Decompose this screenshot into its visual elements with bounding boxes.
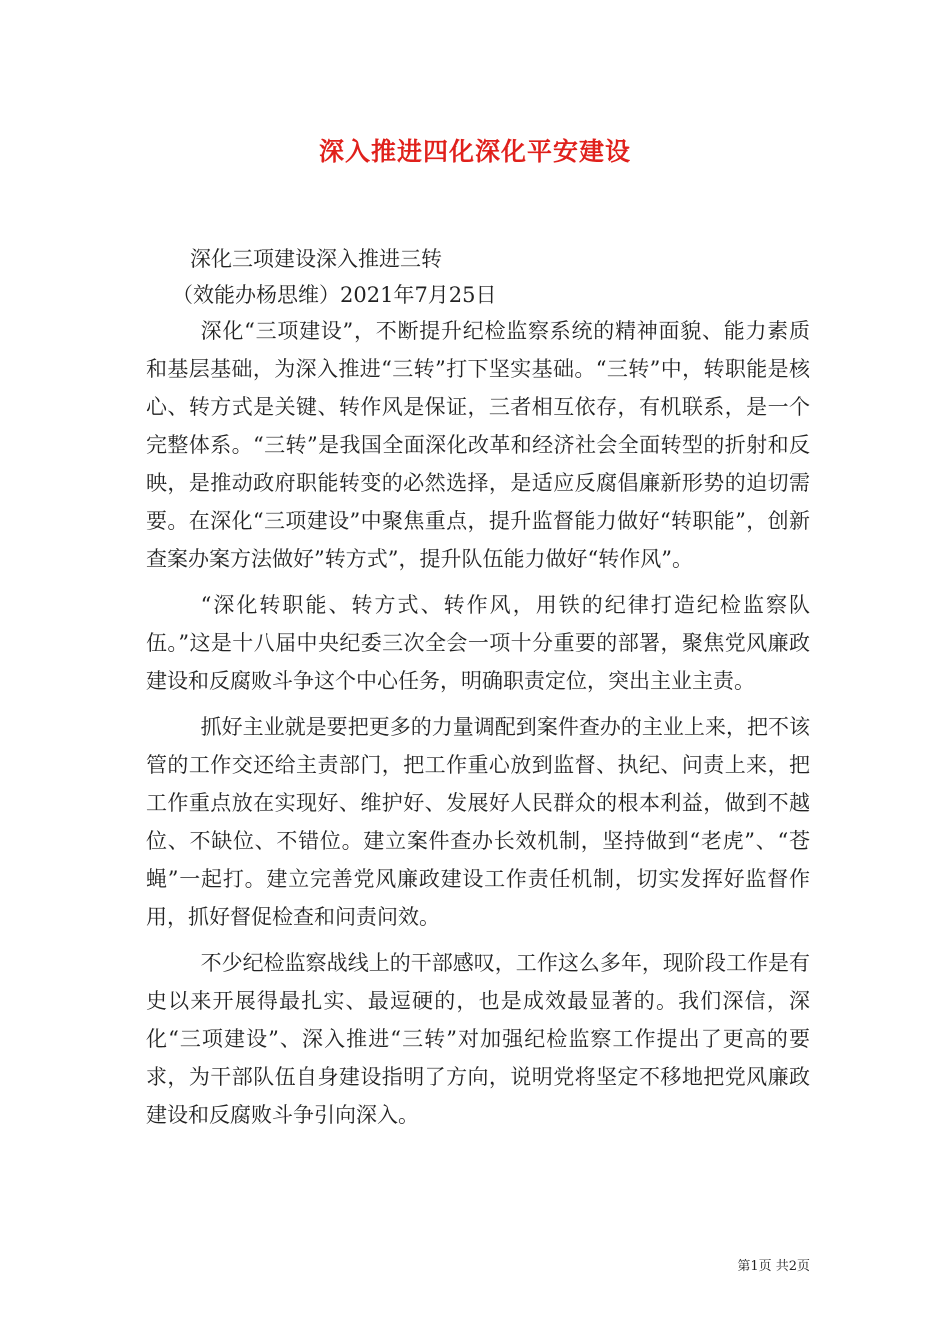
document-body (146, 312, 810, 1142)
document-subtitle: 深化三项建设深入推进三转 (190, 247, 442, 271)
document-byline: （效能办杨思维）2021年7月25日 (172, 283, 497, 307)
paragraph: 深化“三项建设”，不断提升纪检监察系统的精神面貌、能力素质和基层基础，为深入推进“三转”打下坚实基础。“三转”中，转职能是核心、转方式是关键、转作风是保证，三者相互依存，有机联系，是一个完整体系。“三转”是我国全面深化改革和经济社会全面转型的折射和反映，是推动政府职能转变的必然选择，是适应反腐倡廉新形势的迫切需要。在深化“三项建设”中聚焦重点，提升监督能力做好“转职能”，创新查案办案方法做好”转方式”，提升队伍能力做好“转作风”。 (146, 319, 810, 571)
paragraph: 不少纪检监察战线上的干部感叹，工作这么多年，现阶段工作是有史以来开展得最扎实、最逗硬的，也是成效最显著的。我们深信，深化“三项建设”、深入推进“三转”对加强纪检监察工作提出了更高的要求，为干部队伍自身建设指明了方向，说明党将坚定不移地把党风廉政建设和反腐败斗争引向深入。 (146, 951, 810, 1127)
page-number: 第1页 共2页 (737, 1259, 810, 1274)
paragraph: 抓好主业就是要把更多的力量调配到案件查办的主业上来，把不该管的工作交还给主责部门，把工作重心放到监督、执纪、问责上来，把工作重点放在实现好、维护好、发展好人民群众的根本利益，做到不越位、不缺位、不错位。建立案件查办长效机制，坚持做到“老虎”、“苍蝇”一起打。建立完善党风廉政建设工作责任机制，切实发挥好监督作用，抓好督促检查和问责问效。 (146, 715, 810, 929)
paragraph: “深化转职能、转方式、转作风，用铁的纪律打造纪检监察队伍。”这是十八届中央纪委三次全会一项十分重要的部署，聚焦党风廉政建设和反腐败斗争这个中心任务，明确职责定位，突出主业主责。 (146, 593, 810, 693)
document-title: 深入推进四化深化平安建设 (318, 137, 631, 166)
